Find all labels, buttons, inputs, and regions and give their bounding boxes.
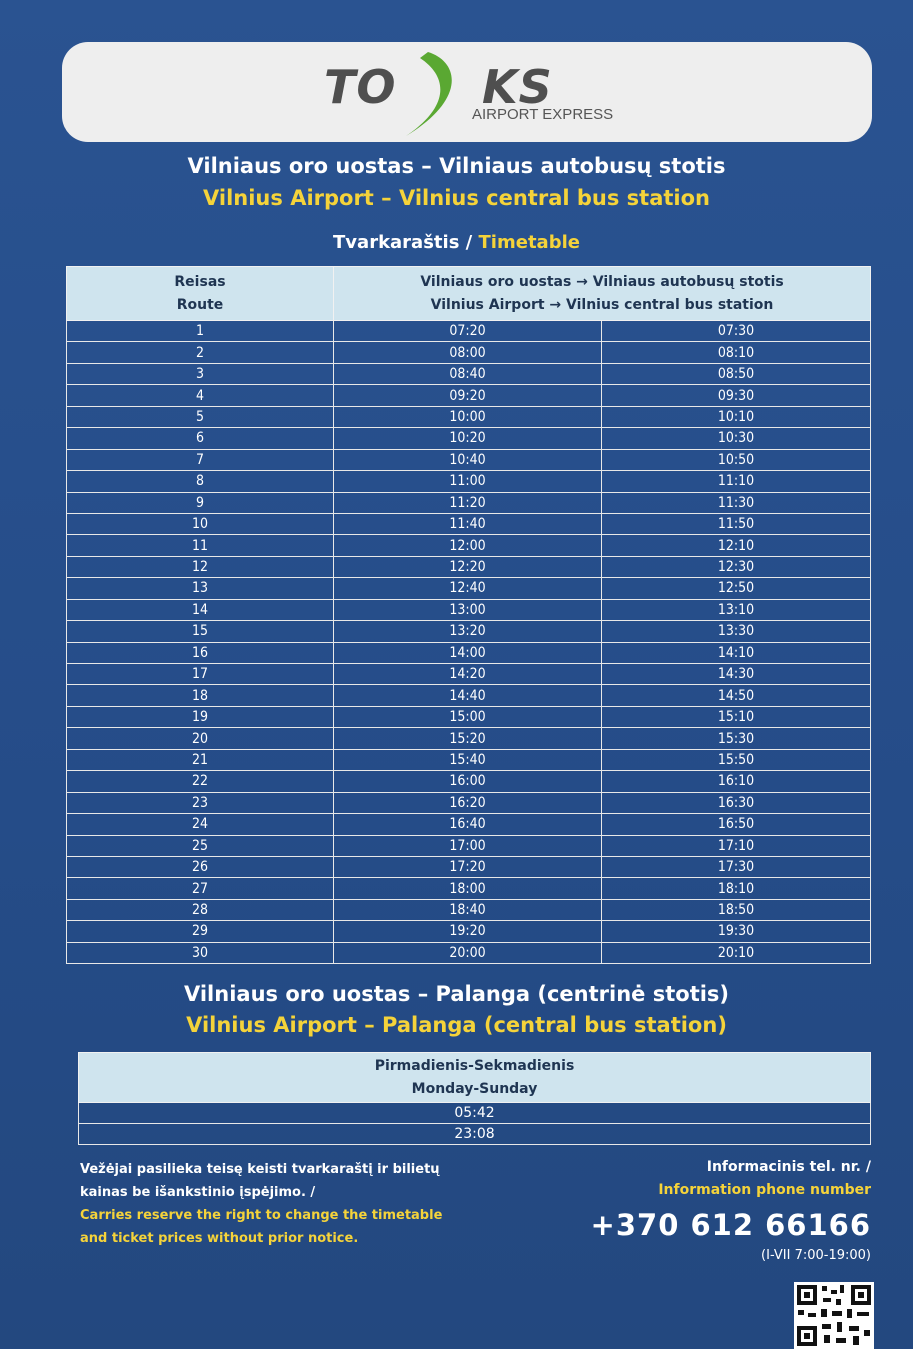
route-number: 13 [67,578,334,599]
route1-header-row [67,267,871,321]
route-number: 27 [67,878,334,899]
table-row [67,556,871,577]
arrival-time: 19:30 [602,921,871,942]
table-row [67,771,871,792]
arrival-time: 16:50 [602,814,871,835]
arrival-time: 12:50 [602,578,871,599]
route-number: 16 [67,642,334,663]
departure-time: 16:20 [334,792,602,813]
departure-time: 07:20 [334,321,602,342]
arrival-time: 10:50 [602,449,871,470]
table-row [67,492,871,513]
arrival-time: 09:30 [602,385,871,406]
arrival-time: 13:30 [602,621,871,642]
arrival-time: 15:50 [602,749,871,770]
table-row [79,1124,871,1145]
route-number: 9 [67,492,334,513]
departure-time: 13:00 [334,599,602,620]
departure-time: 09:20 [334,385,602,406]
table-row [67,535,871,556]
departure-time: 10:40 [334,449,602,470]
table-row [67,878,871,899]
notice-lt-line2: kainas be išankstinio įspėjimo. / [80,1185,316,1200]
arrival-time: 08:10 [602,342,871,363]
route-number: 15 [67,621,334,642]
arrival-time: 17:10 [602,835,871,856]
table-row [67,471,871,492]
departure-time: 17:00 [334,835,602,856]
table-row [67,814,871,835]
arrival-time: 16:10 [602,771,871,792]
departure-time: 20:00 [334,942,602,963]
departure-time: 11:00 [334,471,602,492]
departure-time: 10:20 [334,428,602,449]
route-number: 3 [67,363,334,384]
route-number: 1 [67,321,334,342]
phone-hours: (I-VII 7:00-19:00) [761,1248,871,1263]
departure-time: 14:40 [334,685,602,706]
table-row [67,363,871,384]
route-number: 28 [67,899,334,920]
route-number: 26 [67,856,334,877]
route-number: 17 [67,664,334,685]
logo-banner [62,42,872,142]
route-number: 21 [67,749,334,770]
arrival-time: 15:30 [602,728,871,749]
route-number: 29 [67,921,334,942]
route-number: 11 [67,535,334,556]
departure-time: 15:00 [334,706,602,727]
departure-time: 08:40 [334,363,602,384]
table-row [67,792,871,813]
departure-time: 16:40 [334,814,602,835]
departure-time: 05:42 [79,1103,871,1124]
departure-time: 18:40 [334,899,602,920]
arrival-time: 14:10 [602,642,871,663]
departure-time: 14:20 [334,664,602,685]
table-row [67,835,871,856]
route-number: 22 [67,771,334,792]
arrival-time: 13:10 [602,599,871,620]
arrival-time: 10:10 [602,406,871,427]
arrival-time: 07:30 [602,321,871,342]
departure-time: 10:00 [334,406,602,427]
departure-time: 19:20 [334,921,602,942]
route-number: 7 [67,449,334,470]
table-row [67,942,871,963]
timetable-label-lt: Tvarkaraštis / [333,232,473,253]
arrival-time: 10:30 [602,428,871,449]
departure-time: 12:20 [334,556,602,577]
phone-number[interactable]: +370 612 66166 [590,1208,871,1242]
days-header-lt: Pirmadienis-Sekmadienis [374,1057,575,1074]
table-row [67,685,871,706]
info-label-en: Information phone number [658,1182,871,1198]
arrival-time: 08:50 [602,363,871,384]
timetable-label-en: Timetable [478,232,580,253]
table-row [67,449,871,470]
route-number: 24 [67,814,334,835]
departure-time: 12:40 [334,578,602,599]
route-column-header [67,267,334,321]
timetable-label [0,232,913,253]
table-row [67,599,871,620]
route-number: 5 [67,406,334,427]
table-row [67,899,871,920]
table-row [67,706,871,727]
departure-time: 15:20 [334,728,602,749]
route2-timetable [78,1052,871,1145]
table-row [67,406,871,427]
info-phone-label [658,1156,871,1202]
arrival-time: 16:30 [602,792,871,813]
table-row [67,513,871,534]
direction-column-header [334,267,871,321]
swoosh-logo-icon [400,48,470,140]
days-column-header [79,1053,871,1103]
route-header-en: Route [176,296,224,313]
route1-title-en: Vilnius Airport – Vilnius central bus station [203,186,710,210]
route-number: 23 [67,792,334,813]
route-header-lt: Reisas [174,273,226,290]
route-number: 10 [67,513,334,534]
table-row [67,385,871,406]
departure-time: 14:00 [334,642,602,663]
notice-en-line2: and ticket prices without prior notice. [80,1231,359,1246]
route-number: 6 [67,428,334,449]
route1-timetable [66,266,871,964]
departure-time: 11:20 [334,492,602,513]
disclaimer-notice [80,1158,442,1250]
route2-title-en: Vilnius Airport – Palanga (central bus station) [186,1013,727,1037]
table-row [67,749,871,770]
notice-en-line1: Carries reserve the right to change the timetable [80,1208,443,1223]
table-row [67,921,871,942]
arrival-time: 14:30 [602,664,871,685]
arrival-time: 15:10 [602,706,871,727]
arrival-time: 11:30 [602,492,871,513]
departure-time: 16:00 [334,771,602,792]
table-row [67,428,871,449]
table-row [67,578,871,599]
route2-header-row [79,1053,871,1103]
direction-header-lt: Vilniaus oro uostas → Vilniaus autobusų stotis [420,273,784,290]
arrival-time: 12:10 [602,535,871,556]
arrival-time: 17:30 [602,856,871,877]
route-number: 30 [67,942,334,963]
departure-time: 13:20 [334,621,602,642]
brand-name-right: KS [482,60,553,114]
route2-title-lt: Vilniaus oro uostas – Palanga (centrinė stotis) [183,982,730,1006]
departure-time: 15:40 [334,749,602,770]
table-row [79,1103,871,1124]
route-number: 25 [67,835,334,856]
arrival-time: 11:10 [602,471,871,492]
route-number: 14 [67,599,334,620]
route-number: 2 [67,342,334,363]
table-row [67,342,871,363]
table-row [67,621,871,642]
days-header-en: Monday-Sunday [411,1080,538,1097]
direction-header-en: Vilnius Airport → Vilnius central bus station [430,296,774,313]
departure-time: 17:20 [334,856,602,877]
arrival-time: 12:30 [602,556,871,577]
info-label-lt: Informacinis tel. nr. / [706,1159,871,1175]
route-number: 19 [67,706,334,727]
table-row [67,321,871,342]
route-number: 8 [67,471,334,492]
route1-title-lt: Vilniaus oro uostas – Vilniaus autobusų stotis [187,154,726,178]
brand-name-left: TO [324,60,397,114]
route-number: 12 [67,556,334,577]
route1-rows [67,321,871,964]
route-number: 20 [67,728,334,749]
departure-time: 11:40 [334,513,602,534]
brand-subtitle: AIRPORT EXPRESS [472,106,614,123]
departure-time: 08:00 [334,342,602,363]
departure-time: 23:08 [79,1124,871,1145]
arrival-time: 20:10 [602,942,871,963]
arrival-time: 18:50 [602,899,871,920]
table-row [67,856,871,877]
arrival-time: 18:10 [602,878,871,899]
arrival-time: 11:50 [602,513,871,534]
table-row [67,728,871,749]
arrival-time: 14:50 [602,685,871,706]
notice-lt-line1: Vežėjai pasilieka teisę keisti tvarkaraštį ir bilietų [80,1162,440,1177]
table-row [67,642,871,663]
route-number: 18 [67,685,334,706]
qr-code-icon[interactable] [794,1282,874,1349]
table-row [67,664,871,685]
departure-time: 18:00 [334,878,602,899]
departure-time: 12:00 [334,535,602,556]
route-number: 4 [67,385,334,406]
